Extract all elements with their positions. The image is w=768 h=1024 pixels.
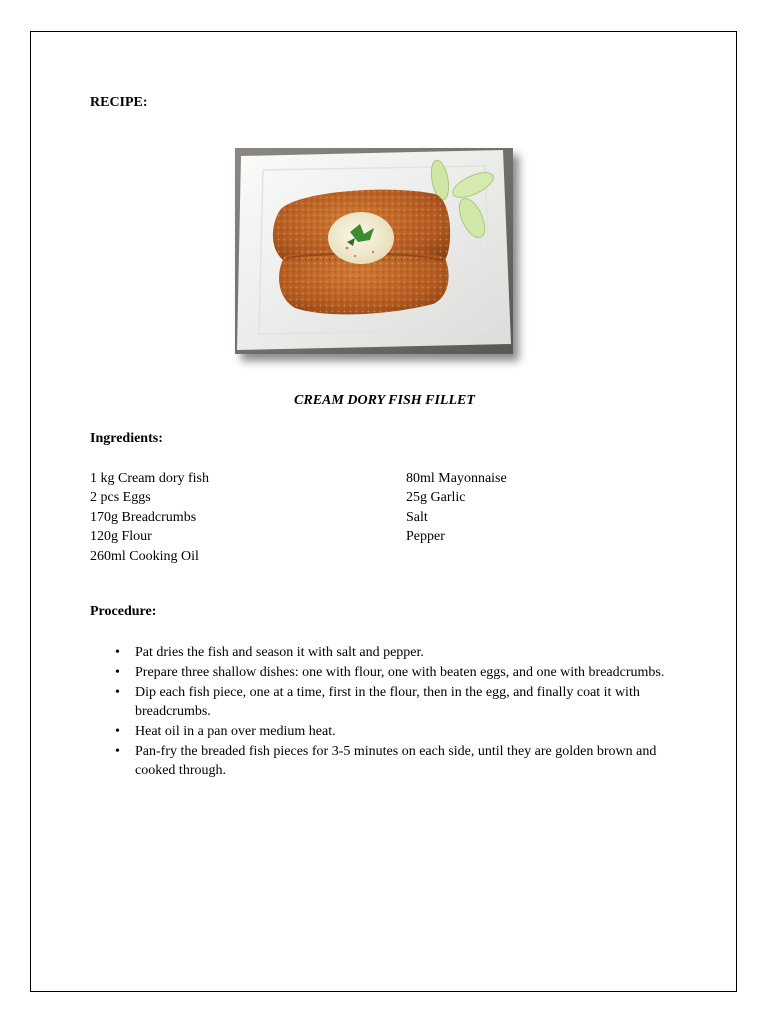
ingredient-item: Salt bbox=[406, 509, 428, 525]
procedure-step bbox=[90, 643, 680, 662]
ingredient-item: 80ml Mayonnaise bbox=[406, 471, 507, 486]
ingredient-item: Pepper bbox=[406, 529, 445, 545]
ingredient-item: 1 kg Cream dory fish bbox=[90, 471, 209, 486]
ingredient-item: 2 pcs Eggs bbox=[90, 490, 151, 506]
procedure-step-text: Prepare three shallow dishes: one with flour, one with beaten eggs, and one with breadcrumbs. bbox=[135, 664, 665, 680]
bullet-icon: • bbox=[115, 684, 120, 700]
dish-title: CREAM DORY FISH FILLET bbox=[294, 393, 475, 408]
ingredient-item: 170g Breadcrumbs bbox=[90, 509, 197, 525]
bullet-icon: • bbox=[115, 664, 120, 680]
recipe-heading: RECIPE: bbox=[90, 95, 148, 110]
procedure-step bbox=[90, 663, 680, 682]
ingredient-item: 260ml Cooking Oil bbox=[90, 548, 199, 564]
procedure-step bbox=[90, 742, 680, 781]
procedure-step-text: Pat dries the fish and season it with salt and pepper. bbox=[135, 645, 424, 660]
ingredients-right-list bbox=[406, 469, 507, 547]
bullet-icon: • bbox=[115, 724, 120, 740]
procedure-step-text: Pan-fry the breaded fish pieces for 3-5 minutes on each side, until they are golden brown and cooked through. bbox=[135, 744, 657, 779]
bullet-icon: • bbox=[115, 744, 120, 760]
ingredient-item: 120g Flour bbox=[90, 529, 152, 545]
procedure-step-text: Heat oil in a pan over medium heat. bbox=[135, 724, 336, 740]
ingredients-left-list bbox=[90, 469, 209, 566]
procedure-step-text: Dip each fish piece, one at a time, first in the flour, then in the egg, and finally coat it with breadcrumbs. bbox=[135, 684, 640, 720]
procedure-steps-list bbox=[90, 643, 680, 781]
procedure-step bbox=[90, 722, 680, 741]
procedure-step bbox=[90, 683, 680, 722]
bullet-icon: • bbox=[115, 645, 120, 660]
ingredients-heading: Ingredients: bbox=[90, 431, 163, 446]
document-page bbox=[30, 31, 737, 992]
procedure-heading: Procedure: bbox=[90, 604, 157, 619]
dish-photo bbox=[235, 148, 513, 354]
ingredient-item: 25g Garlic bbox=[406, 490, 466, 506]
